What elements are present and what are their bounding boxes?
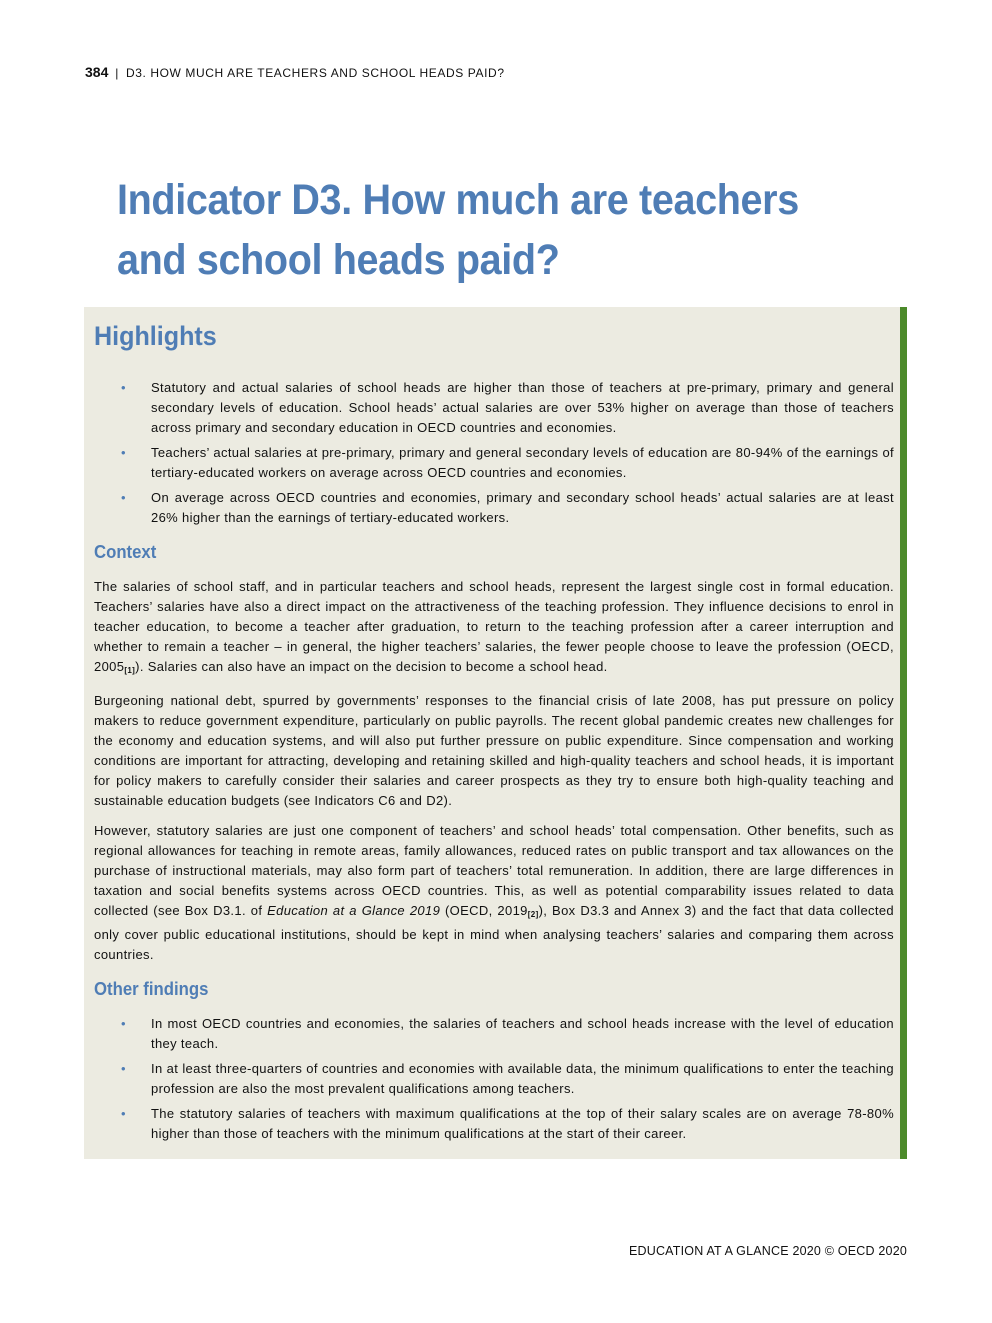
highlights-heading: Highlights [94,321,217,351]
list-item [94,1104,894,1144]
context-heading: Context [94,542,157,562]
list-item-text: Statutory and actual salaries of school heads are higher than those of teachers at pre-primary, primary and general secondary levels of education. School heads’ actual salaries are over 53% higher on average than those of teachers across primary and secondary education in OECD countries and economies. [151,380,894,435]
page-footer: EDUCATION AT A GLANCE 2020 © OECD 2020 [628,1244,907,1258]
page-number: 384 [85,64,109,80]
paragraph-text: (OECD, 2019 [440,903,528,918]
paragraph-text: The salaries of school staff, and in particular teachers and school heads, represent the largest single cost in formal education. Teachers’ salaries have also a direct impact on the attractiveness of the teaching profession. They influence decisions to enrol in teacher education, to become a teacher after graduation, to return to the teaching profession after a career interruption and whether to remain a teacher – in general, the higher teachers’ salaries, the fewer people choose to leave the profession (OECD, 2005 [94,579,894,674]
reference-link[interactable]: [1] [124,666,136,675]
context-paragraph-3 [94,821,894,965]
list-item-text: The statutory salaries of teachers with maximum qualifications at the top of their salary scales are on average 78-80% higher than those of teachers with the minimum qualifications at the start of their career. [151,1106,894,1141]
list-item-text: On average across OECD countries and economies, primary and secondary school heads’ actual salaries are at least 26% higher than the earnings of tertiary-educated workers. [151,490,894,525]
list-item [94,488,894,528]
list-item [94,443,894,483]
list-item [94,1059,894,1099]
header-separator: | [115,66,120,80]
paragraph-text: However, statutory salaries are just one component of teachers’ and school heads’ total compensation. Other benefits, such as regional allowances for teaching in remote areas, family allowances, reduced rates on public transport and tax allowances on the purchase of instructional materials, may also form part of teachers’ total remuneration. In addition, there are large differences in taxation and social benefits systems across OECD countries. This, as well as potential comparability issues related to data collected (see Box D3.1. of [94,823,894,918]
other-findings-list [94,1014,894,1144]
bullet-icon: • [121,445,126,460]
context-paragraph-2: Burgeoning national debt, spurred by governments’ responses to the financial crisis of late 2008, has put pressure on policy makers to reduce government expenditure, particularly on public payrolls. The recent global pandemic creates new challenges for the economy and education systems, and will also put further pressure on public expenditure. Since compensation and working conditions are important for attracting, developing and retaining skilled and high-quality teachers and school heads, it is important for policy makers to carefully consider their salaries and career prospects as they try to ensure both high-quality teaching and sustainable education budgets (see Indicators C6 and D2). [94,693,894,808]
bullet-icon: • [121,380,126,395]
bullet-icon: • [121,1061,126,1076]
bullet-icon: • [121,490,126,505]
publication-title: Education at a Glance 2019 [267,903,441,918]
list-item [94,378,894,438]
paragraph-text: ). Salaries can also have an impact on the decision to become a school head. [135,659,608,674]
other-findings-heading: Other findings [94,979,209,999]
running-title: D3. HOW MUCH ARE TEACHERS AND SCHOOL HEADS PAID? [125,66,505,80]
list-item-text: In most OECD countries and economies, the salaries of teachers and school heads increase with the level of education they teach. [151,1016,894,1051]
list-item-text: In at least three-quarters of countries and economies with available data, the minimum qualifications to enter the teaching profession are also the most prevalent qualifications among teachers. [151,1061,894,1096]
context-paragraph-1 [94,577,894,681]
list-item-text: Teachers’ actual salaries at pre-primary, primary and general secondary levels of education are 80-94% of the earnings of tertiary-educated workers on average across OECD countries and economies. [151,445,894,480]
highlights-list [94,378,894,528]
paragraph-text: ), Box D3.3 and Annex 3) and the fact that data collected only cover public educational institutions, should be kept in mind when analysing teachers’ salaries and comparing them across countries. [94,903,895,962]
bullet-icon: • [121,1106,126,1121]
page-title: Indicator D3. How much are teachers and school heads paid? [117,176,799,284]
running-header [85,64,505,80]
reference-link[interactable]: [2] [527,910,539,919]
highlights-box [84,307,907,1159]
list-item [94,1014,894,1054]
bullet-icon: • [121,1016,126,1031]
